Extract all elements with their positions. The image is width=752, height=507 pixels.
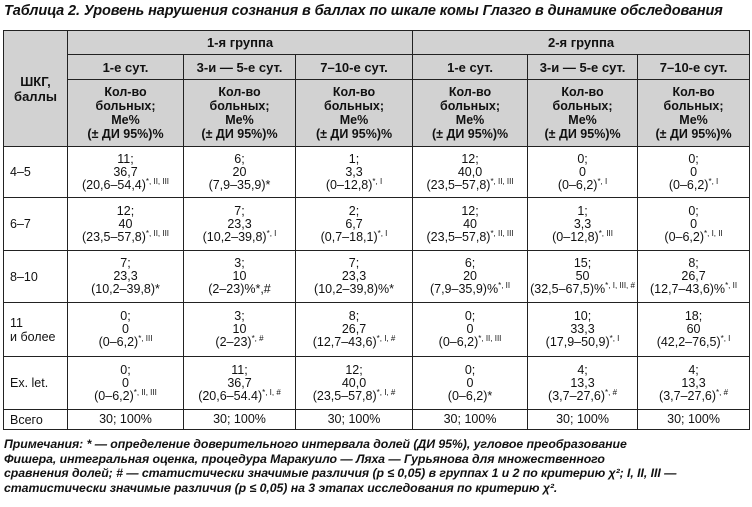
cell-ci-text: (0–6,2) (664, 229, 705, 244)
metric-header-line: (± ДИ 95%)% (87, 127, 164, 141)
cell-ci (528, 387, 637, 403)
metric-header (296, 80, 413, 147)
table-cell (638, 251, 750, 303)
gcs-table (3, 30, 750, 430)
cell-ci-marks: *, I, # (376, 387, 396, 397)
metric-header-line: больных; (209, 99, 270, 113)
cell-ci (638, 280, 749, 296)
metric-header-line: Кол-во (672, 85, 715, 99)
cell-count: 2; (348, 203, 360, 218)
cell-ci-text: (10,2–39,8) (202, 229, 267, 244)
total-cell: 30; 100% (68, 410, 184, 430)
cell-count: 12; (461, 151, 479, 166)
cell-count: 3; (234, 309, 245, 323)
metric-header-line: больных; (95, 99, 156, 113)
metric-header-line: Me% (225, 113, 254, 127)
cell-median: 3,3 (573, 216, 592, 231)
cell-ci (413, 176, 527, 192)
table-cell (528, 198, 638, 251)
cell-ci (528, 176, 637, 192)
cell-ci (296, 333, 412, 349)
cell-median: 6,7 (345, 216, 363, 231)
metric-header-line: (± ДИ 95%)% (431, 127, 509, 141)
days-header-row (4, 55, 750, 80)
cell-median: 60 (686, 322, 701, 336)
cell-ci-text: (7,9–35,9)% (429, 282, 499, 296)
cell-count: 18; (684, 309, 703, 323)
cell-ci-text: (7,9–35,9)* (208, 177, 271, 192)
table-cell (184, 198, 296, 251)
row-label-line: Ex. let. (10, 376, 49, 390)
cell-ci-text: (2–23) (215, 335, 252, 349)
cell-count: 12; (461, 203, 479, 218)
cell-ci-marks: *, # (251, 333, 264, 343)
metric-header-line: больных; (552, 99, 613, 113)
table-notes (4, 437, 750, 495)
cell-ci (296, 228, 412, 244)
metric-header-line: (± ДИ 95%)% (201, 127, 278, 141)
cell-count: 0; (120, 309, 131, 323)
cell-ci (638, 176, 749, 192)
table-cell (638, 357, 750, 410)
cell-median: 20 (463, 269, 477, 283)
table-row (4, 147, 750, 198)
cell-count: 12; (116, 203, 135, 218)
day-header: 1-е сут. (413, 55, 528, 80)
cell-ci-marks: *, II (498, 280, 511, 290)
cell-ci (68, 283, 183, 296)
cell-ci (638, 387, 749, 403)
metric-header-line: Me% (568, 113, 597, 127)
cell-ci (184, 387, 295, 403)
cell-median: 36,7 (113, 164, 138, 179)
cell-ci (528, 228, 637, 244)
cell-median: 0 (466, 322, 474, 336)
cell-ci-marks: *, II, III (145, 176, 170, 186)
group2-header: 2-я группа (413, 31, 750, 55)
cell-count: 11; (231, 362, 248, 377)
cell-ci (413, 333, 527, 349)
cell-count: 10; (573, 309, 592, 323)
cell-ci (296, 283, 412, 296)
cell-ci-marks: *, II (725, 280, 738, 290)
cell-ci-text: (0–6,2) (438, 335, 479, 349)
day-header: 7–10-е сут. (638, 55, 750, 80)
row-header-shkg: ШКГ, баллы (4, 31, 68, 147)
cell-ci-marks: *, II, III (490, 176, 514, 186)
cell-median: 26,7 (681, 269, 706, 283)
cell-ci-text: (10,2–39,8)%* (314, 282, 394, 296)
row-label-line: 6–7 (10, 217, 31, 231)
metric-header-line: больных; (440, 99, 501, 113)
table-row (4, 357, 750, 410)
day-header: 7–10-е сут. (296, 55, 413, 80)
cell-ci-text: (3,7–27,6) (548, 388, 606, 403)
cell-ci-marks: *, I (609, 333, 620, 343)
total-cell: 30; 100% (413, 410, 528, 430)
table-cell (68, 251, 184, 303)
kol-header-row (4, 80, 750, 147)
total-cell: 30; 100% (638, 410, 750, 430)
metric-header-line: больных; (324, 99, 385, 113)
table-cell (68, 147, 184, 198)
table-row (4, 251, 750, 303)
metric-header-line: (± ДИ 95%)% (544, 127, 621, 141)
cell-count: 6; (464, 256, 476, 270)
cell-ci (413, 280, 527, 296)
cell-ci-marks: *, I, III, # (605, 280, 635, 290)
metric-header-line: (± ДИ 95%)% (315, 127, 393, 141)
cell-ci-marks: *, II, III (133, 387, 157, 397)
row-label (4, 357, 68, 410)
cell-ci-text: (2–23)%*,# (208, 282, 271, 296)
cell-count: 15; (573, 256, 592, 270)
note-line: сравнения долей; # — статистически значимые различия (p ≤ 0,05) в группах 1 и 2 по критерию χ²; I, II, III — (4, 466, 677, 481)
table-cell (528, 303, 638, 357)
cell-ci-marks: *, II, III (490, 228, 514, 238)
cell-count: 0; (464, 309, 476, 323)
cell-ci-text: (10,2–39,8)* (91, 282, 160, 296)
row-label (4, 303, 68, 357)
cell-count: 4; (577, 362, 588, 377)
cell-ci-marks: *, III (138, 333, 153, 343)
metric-header-line: Кол-во (332, 85, 376, 99)
cell-ci (638, 333, 749, 349)
cell-ci-marks: *, I (266, 228, 277, 238)
cell-median: 13,3 (570, 375, 595, 390)
group1-header: 1-я группа (68, 31, 413, 55)
total-cell: 30; 100% (184, 410, 296, 430)
table-cell (184, 357, 296, 410)
cell-median: 36,7 (227, 375, 252, 390)
metric-header-line: (± ДИ 95%)% (655, 127, 732, 141)
cell-ci-text: (3,7–27,6) (659, 388, 717, 403)
table-cell (296, 303, 413, 357)
cell-median: 26,7 (341, 322, 367, 336)
cell-ci (184, 179, 295, 192)
cell-ci-marks: *, I, # (262, 387, 281, 397)
cell-ci-text: (0–12,8) (552, 229, 599, 244)
cell-median: 10 (232, 322, 247, 336)
cell-ci-text: (0–6,2) (94, 388, 134, 403)
cell-ci (184, 283, 295, 296)
cell-ci-text: (23,5–57,8) (426, 229, 491, 244)
table-row (4, 303, 750, 357)
cell-ci-marks: *, II, III (478, 333, 502, 343)
day-header: 3-и — 5-е сут. (184, 55, 296, 80)
cell-median: 0 (122, 375, 129, 390)
row-label-line: и более (10, 329, 56, 344)
cell-count: 1; (577, 203, 588, 218)
cell-ci-marks: *, III (598, 228, 613, 238)
cell-count: 8; (348, 309, 360, 323)
table-cell (638, 147, 750, 198)
table-cell (296, 251, 413, 303)
cell-count: 6; (234, 151, 245, 166)
cell-median: 0 (579, 164, 586, 179)
cell-ci-marks: *, I, II (704, 228, 723, 238)
cell-ci-marks: *, # (605, 387, 618, 397)
metric-header-line: Me% (339, 113, 369, 127)
metric-header (413, 80, 528, 147)
cell-ci-marks: *, # (716, 387, 729, 397)
metric-header-line: Кол-во (104, 85, 147, 99)
cell-ci-text: (32,5–67,5)% (530, 282, 606, 296)
table-cell (638, 303, 750, 357)
cell-count: 1; (348, 151, 360, 166)
cell-ci-text: (12,7–43,6)% (650, 282, 726, 296)
cell-ci (413, 390, 527, 403)
cell-median: 0 (122, 322, 129, 336)
cell-count: 11; (117, 151, 134, 166)
cell-ci (528, 333, 637, 349)
cell-ci-marks: *, I (708, 176, 719, 186)
cell-median: 50 (575, 269, 590, 283)
cell-ci-text: (20,6–54,4) (81, 177, 146, 192)
cell-ci-text: (42,2–76,5) (656, 335, 721, 349)
table-cell (413, 251, 528, 303)
cell-ci (413, 228, 527, 244)
cell-ci (528, 280, 637, 296)
cell-count: 7; (120, 256, 131, 270)
cell-ci (184, 333, 295, 349)
cell-count: 4; (688, 362, 699, 377)
row-label-line: 11 (10, 315, 23, 330)
cell-median: 40 (463, 216, 477, 231)
total-label: Всего (4, 410, 68, 430)
total-cell: 30; 100% (528, 410, 638, 430)
table-cell (528, 251, 638, 303)
table-cell (184, 303, 296, 357)
note-line: Примечания: * — определение доверительного интервала долей (ДИ 95%), угловое преобразование (4, 437, 627, 451)
cell-ci-text: (12,7–43,6) (312, 335, 377, 349)
metric-header-line: больных; (663, 99, 724, 113)
day-header: 1-е сут. (68, 55, 184, 80)
cell-median: 0 (690, 216, 698, 231)
cell-median: 10 (232, 269, 247, 283)
cell-median: 3,3 (345, 164, 363, 179)
row-label-line: 4–5 (10, 165, 31, 179)
table-cell (413, 357, 528, 410)
table-cell (413, 303, 528, 357)
cell-ci-text: (0–6,2)* (447, 388, 493, 403)
table-cell (413, 147, 528, 198)
cell-ci (68, 333, 183, 349)
metric-header-line: Кол-во (561, 85, 604, 99)
cell-count: 12; (345, 362, 363, 377)
metric-header (528, 80, 638, 147)
cell-ci (296, 176, 412, 192)
row-label-line: 8–10 (10, 269, 38, 284)
table-cell (413, 198, 528, 251)
total-row (4, 410, 750, 430)
cell-ci (68, 387, 183, 403)
table-cell (528, 357, 638, 410)
table-cell (184, 251, 296, 303)
note-line: статистически значимые различия (p ≤ 0,05) на 3 этапах исследования по критерию χ². (4, 480, 558, 495)
cell-median: 33,3 (570, 322, 595, 336)
table-cell (184, 147, 296, 198)
cell-ci-text: (23,5–57,8) (426, 177, 491, 192)
metric-header (184, 80, 296, 147)
cell-median: 23,3 (113, 269, 138, 283)
cell-median: 40,0 (341, 375, 367, 390)
cell-ci (184, 228, 295, 244)
metric-header-line: Кол-во (218, 85, 261, 99)
cell-ci (68, 176, 183, 192)
cell-median: 23,3 (341, 269, 367, 283)
cell-median: 23,3 (227, 216, 252, 231)
cell-ci-text: (23,5–57,8) (312, 388, 377, 403)
cell-ci-text: (0–12,8) (325, 177, 373, 192)
cell-ci (68, 228, 183, 244)
table-cell (68, 357, 184, 410)
table-cell (68, 303, 184, 357)
table-cell (296, 147, 413, 198)
cell-count: 0; (688, 203, 699, 218)
table-cell (68, 198, 184, 251)
cell-median: 0 (690, 164, 698, 179)
cell-median: 13,3 (681, 375, 706, 390)
cell-count: 0; (120, 362, 131, 377)
cell-median: 40 (118, 216, 133, 231)
cell-ci-marks: *, I (720, 333, 731, 343)
metric-header (638, 80, 750, 147)
cell-ci-text: (0–6,2) (668, 177, 709, 192)
cell-ci-marks: *, I, # (376, 333, 396, 343)
cell-ci-text: (20,6–54.4) (198, 388, 263, 403)
cell-ci (296, 387, 412, 403)
cell-count: 7; (348, 256, 360, 270)
cell-ci-marks: *, I (372, 176, 383, 186)
metric-header-line: Кол-во (448, 85, 492, 99)
cell-ci-text: (0–6,2) (557, 177, 598, 192)
cell-ci-marks: *, I (597, 176, 608, 186)
cell-ci-marks: *, II, III (145, 228, 170, 238)
row-label (4, 198, 68, 251)
metric-header (68, 80, 184, 147)
cell-count: 7; (234, 203, 245, 218)
day-header: 3-и — 5-е сут. (528, 55, 638, 80)
metric-header-line: Me% (111, 113, 140, 127)
table-cell (296, 198, 413, 251)
table-cell (638, 198, 750, 251)
cell-ci-text: (17,9–50,9) (545, 335, 610, 349)
table-cell (296, 357, 413, 410)
table-caption: Таблица 2. Уровень нарушения сознания в баллах по шкале комы Глазго в динамике обследования (4, 3, 723, 19)
note-line: Фишера, интегральная оценка, процедура Маракуило — Ляха — Гурьянова для множественного (4, 451, 605, 466)
cell-median: 20 (232, 164, 247, 179)
row-label (4, 251, 68, 303)
cell-count: 0; (464, 362, 476, 377)
row-label (4, 147, 68, 198)
table-cell (528, 147, 638, 198)
cell-median: 0 (466, 375, 474, 390)
cell-count: 0; (688, 151, 699, 166)
total-cell: 30; 100% (296, 410, 413, 430)
cell-count: 3; (234, 256, 245, 270)
cell-ci (638, 228, 749, 244)
cell-median: 40,0 (457, 164, 483, 179)
cell-count: 8; (688, 256, 699, 270)
cell-ci-text: (23,5–57,8) (81, 229, 146, 244)
cell-count: 0; (577, 151, 588, 166)
table-row (4, 198, 750, 251)
cell-ci-marks: *, I (377, 228, 388, 238)
metric-header-line: Me% (679, 113, 708, 127)
cell-ci-text: (0,7–18,1) (320, 229, 378, 244)
cell-ci-text: (0–6,2) (98, 335, 139, 349)
metric-header-line: Me% (455, 113, 485, 127)
